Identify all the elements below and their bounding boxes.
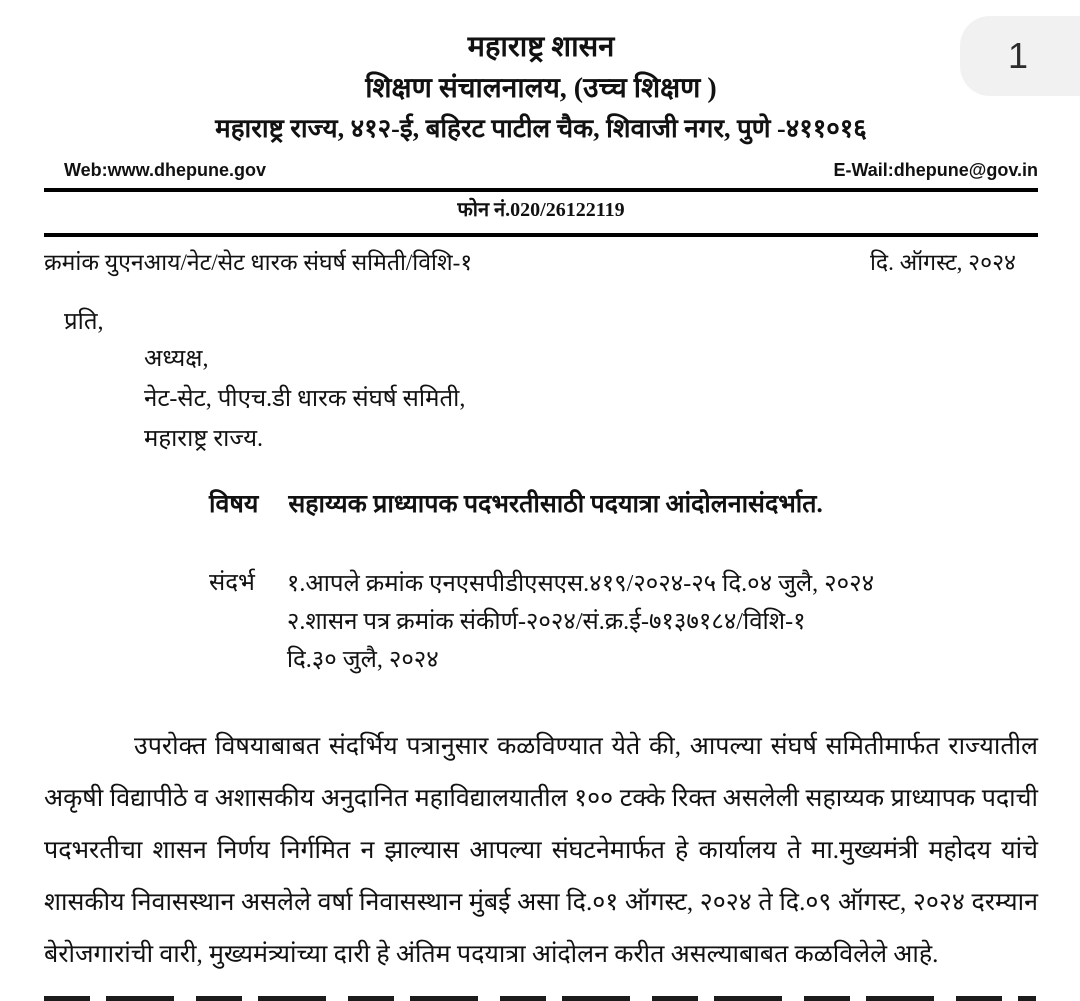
cutoff-next-line: [44, 996, 1036, 1001]
phone-number: फोन नं.020/26122119: [457, 199, 625, 221]
recipient-salutation: प्रति,: [64, 309, 104, 335]
recipient-line: महाराष्ट्र राज्य.: [144, 426, 264, 452]
recipient-line: नेट-सेट, पीएच.डी धारक संघर्ष समिती,: [144, 386, 466, 412]
recipient-line: अध्यक्ष,: [144, 346, 209, 372]
reference-item: दि.३० जुलै, २०२४: [286, 647, 439, 673]
letterhead-government-title: महाराष्ट्र शासन: [467, 31, 615, 63]
references-row: [209, 565, 1038, 679]
letterhead-directorate-title: शिक्षण संचालनालय, (उच्च शिक्षण ): [365, 73, 717, 104]
subject-row: [209, 487, 1038, 523]
references-label: संदर्भ: [209, 570, 255, 596]
subject-label: विषय: [209, 491, 259, 518]
page-number: 1: [1008, 35, 1029, 76]
recipient-address-block: [144, 339, 1038, 459]
email-text: E-Wail:dhepune@gov.in: [833, 160, 1038, 180]
letter-body-paragraph: उपरोक्त विषयाबाबत संदर्भिय पत्रानुसार कळविण्यात येते की, आपल्या संघर्ष समितीमार्फत राज्यातील अकृषी विद्यापीठे व अशासकीय अनुदानित महाविद्यालयातील १०० टक्के रिक्त असलेली सहाय्यक प्राध्यापक पदाची पदभरतीचा शासन निर्णय निर्गमित न झाल्यास आपल्या संघटनेमार्फत हे कार्यालय ते मा.मुख्यमंत्री महोदय यांचे शासकीय निवासस्थान असलेले वर्षा निवासस्थान मुंबई असा दि.०१ ऑगस्ट, २०२४ ते दि.०९ ऑगस्ट, २०२४ दरम्यान बेरोजगारांची वारी, मुख्यमंत्र्यांच्या दारी हे अंतिम पदयात्रा आंदोलन करीत असल्याबाबत कळविलेले आहे.: [44, 733, 1038, 968]
page-number-badge: [960, 16, 1080, 96]
letter-date: दि. ऑगस्ट, २०२४: [869, 250, 1016, 275]
subject-text: सहाय्यक प्राध्यापक पदभरतीसाठी पदयात्रा आंदोलनासंदर्भात.: [288, 491, 823, 518]
reference-item: १.आपले क्रमांक एनएसपीडीएसएस.४१९/२०२४-२५ दि.०४ जुलै, २०२४: [286, 571, 875, 597]
reference-number-row: [44, 245, 1038, 281]
reference-item: २.शासन पत्र क्रमांक संकीर्ण-२०२४/सं.क्र.ई-७१३७१८४/विशि-१: [286, 609, 806, 635]
references-list: [287, 565, 874, 679]
website-text: Web:www.dhepune.gov: [64, 160, 266, 180]
outward-number: क्रमांक युएनआय/नेट/सेट धारक संघर्ष समिती/विशि-१: [44, 250, 473, 275]
web-email-row: [64, 157, 1038, 183]
letterhead-address: महाराष्ट्र राज्य, ४१२-ई, बहिरट पाटील चैक, शिवाजी नगर, पुणे -४११०१६: [215, 114, 867, 143]
horizontal-rule-bottom: [44, 233, 1038, 237]
